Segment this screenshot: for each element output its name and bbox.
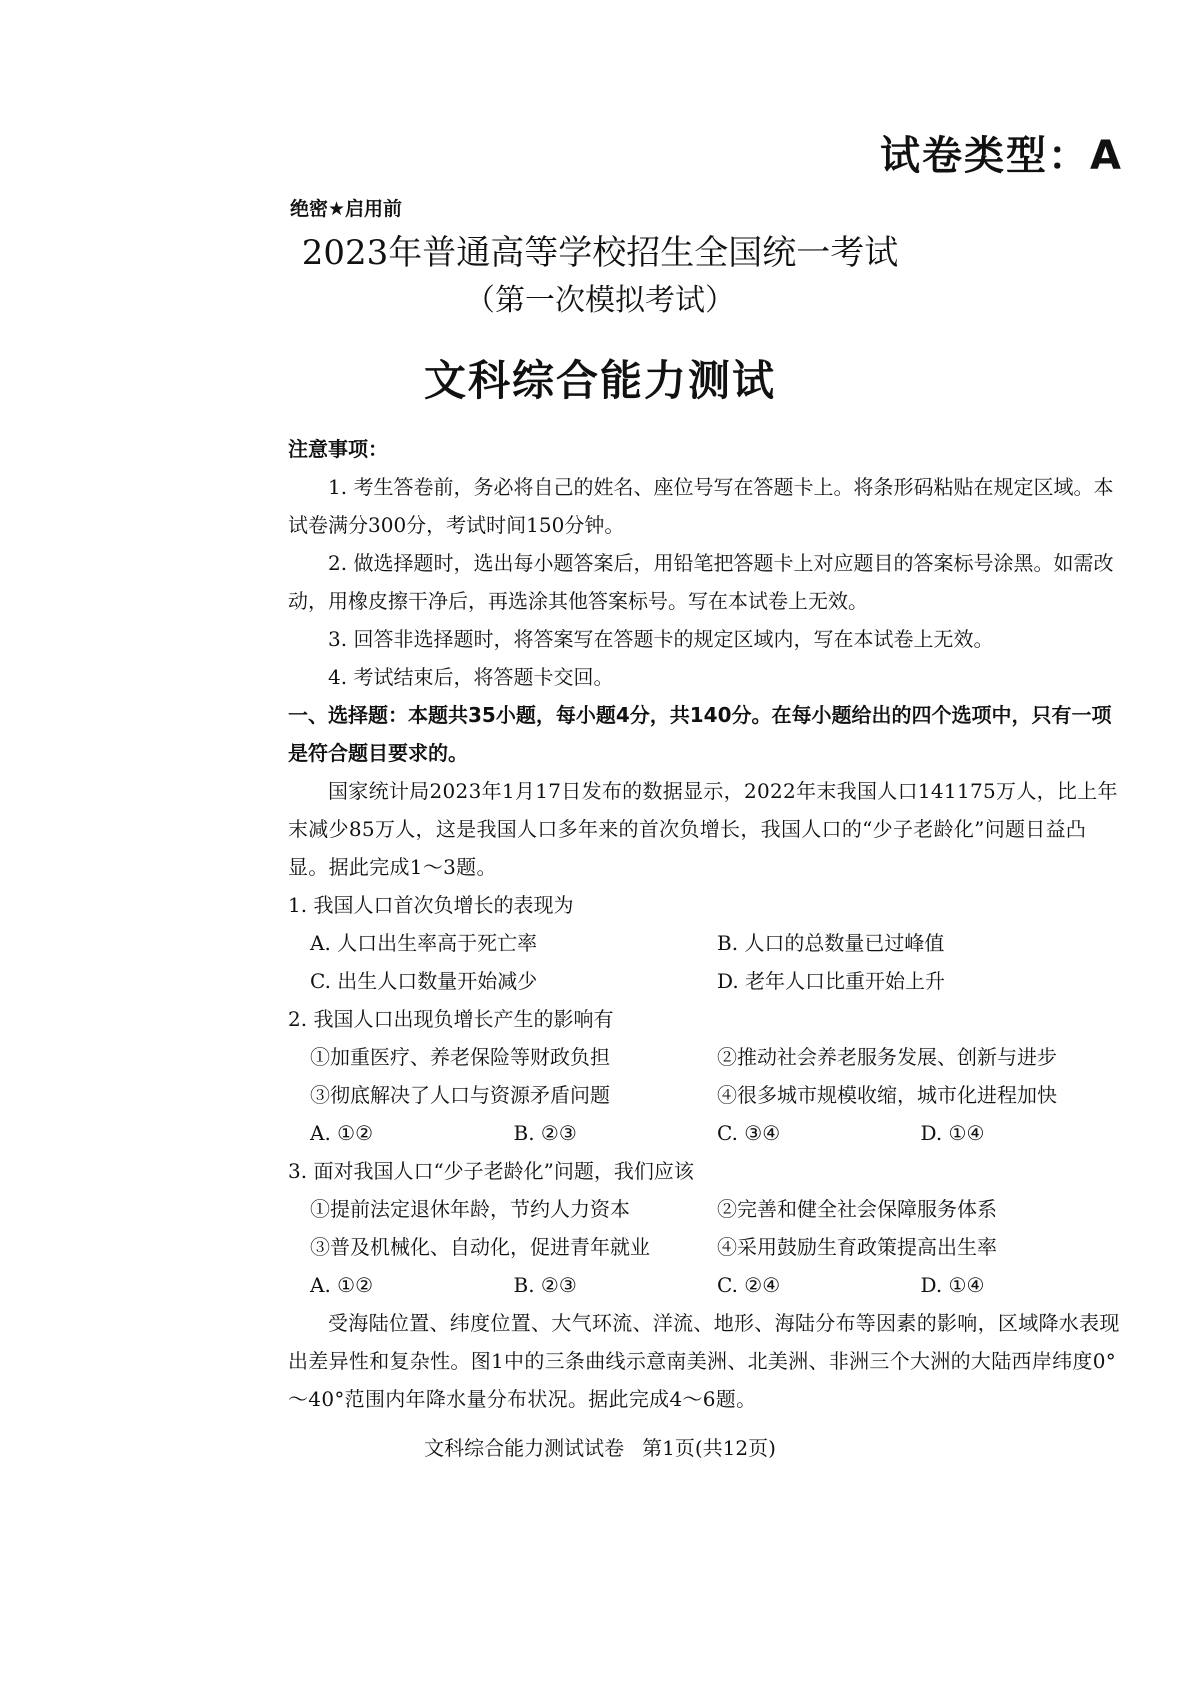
subject-title: 文科综合能力测试 — [423, 356, 776, 405]
option-c: C. ②④ — [717, 1273, 781, 1297]
option-a: A. 人口出生率高于死亡率 — [310, 931, 538, 955]
exam-title: 2023年普通高等学校招生全国统一考试 — [301, 233, 899, 273]
item-3: ③彻底解决了人口与资源矛盾问题 — [310, 1083, 610, 1107]
passage-1: 国家统计局2023年1月17日发布的数据显示，2022年末我国人口141175万人，比上年末减少85万人，这是我国人口多年来的首次负增长，我国人口的“少子老龄化”问题日益凸显。据此完成1～3题。 — [288, 779, 1118, 879]
paper-type-label: 试卷类型：A — [880, 133, 1123, 179]
item-4: ④采用鼓励生育政策提高出生率 — [717, 1235, 997, 1259]
passage-2: 受海陆位置、纬度位置、大气环流、洋流、地形、海陆分布等因素的影响，区域降水表现出差异性和复杂性。图1中的三条曲线示意南美洲、北美洲、非洲三个大洲的大陆西岸纬度0°～40°范围内年降水量分布状况。据此完成4～6题。 — [288, 1311, 1120, 1411]
option-d: D. ①④ — [920, 1273, 985, 1297]
question-stem: 1. 我国人口首次负增长的表现为 — [288, 893, 574, 917]
notice-heading: 注意事项： — [288, 437, 388, 461]
option-b: B. ②③ — [513, 1273, 577, 1297]
confidential-mark: 绝密★启用前 — [290, 198, 403, 220]
option-c: C. 出生人口数量开始减少 — [310, 969, 538, 993]
option-d: D. 老年人口比重开始上升 — [717, 969, 946, 993]
question-stem: 2. 我国人口出现负增长产生的影响有 — [288, 1007, 614, 1031]
page-number: 第1页(共12页) — [642, 1436, 776, 1460]
footer-title: 文科综合能力测试试卷 — [424, 1436, 625, 1460]
question-1 — [288, 886, 1124, 1000]
option-a: A. ①② — [310, 1273, 374, 1297]
item-4: ④很多城市规模收缩，城市化进程加快 — [717, 1083, 1057, 1107]
option-d: D. ①④ — [920, 1121, 985, 1145]
option-c: C. ③④ — [717, 1121, 781, 1145]
item-1: ①提前法定退休年龄，节约人力资本 — [310, 1197, 630, 1221]
question-items — [288, 1190, 1124, 1266]
question-options — [288, 924, 1124, 1000]
notice-item-4: 4. 考试结束后，将答题卡交回。 — [328, 665, 614, 689]
question-stem: 3. 面对我国人口“少子老龄化”问题，我们应该 — [288, 1159, 694, 1183]
item-2: ②推动社会养老服务发展、创新与进步 — [717, 1045, 1057, 1069]
question-items — [288, 1038, 1124, 1114]
question-3 — [288, 1152, 1124, 1304]
question-options — [288, 1114, 1124, 1152]
item-1: ①加重医疗、养老保险等财政负担 — [310, 1045, 610, 1069]
question-2 — [288, 1000, 1124, 1152]
exam-subtitle: （第一次模拟考试） — [465, 283, 735, 318]
question-options — [288, 1266, 1124, 1304]
option-b: B. 人口的总数量已过峰值 — [717, 931, 945, 955]
page-footer — [0, 1432, 1200, 1464]
notice-item-3: 3. 回答非选择题时，将答案写在答题卡的规定区域内，写在本试卷上无效。 — [328, 627, 994, 651]
exam-content — [288, 430, 1124, 1418]
option-b: B. ②③ — [513, 1121, 577, 1145]
section-heading: 一、选择题：本题共35小题，每小题4分，共140分。在每小题给出的四个选项中，只有一项是符合题目要求的。 — [288, 703, 1112, 765]
option-a: A. ①② — [310, 1121, 374, 1145]
item-3: ③普及机械化、自动化，促进青年就业 — [310, 1235, 650, 1259]
notice-item-1: 1. 考生答卷前，务必将自己的姓名、座位号写在答题卡上。将条形码粘贴在规定区域。本试卷满分300分，考试时间150分钟。 — [288, 475, 1114, 537]
notice-item-2: 2. 做选择题时，选出每小题答案后，用铅笔把答题卡上对应题目的答案标号涂黑。如需改动，用橡皮擦干净后，再选涂其他答案标号。写在本试卷上无效。 — [288, 551, 1114, 613]
item-2: ②完善和健全社会保障服务体系 — [717, 1197, 997, 1221]
